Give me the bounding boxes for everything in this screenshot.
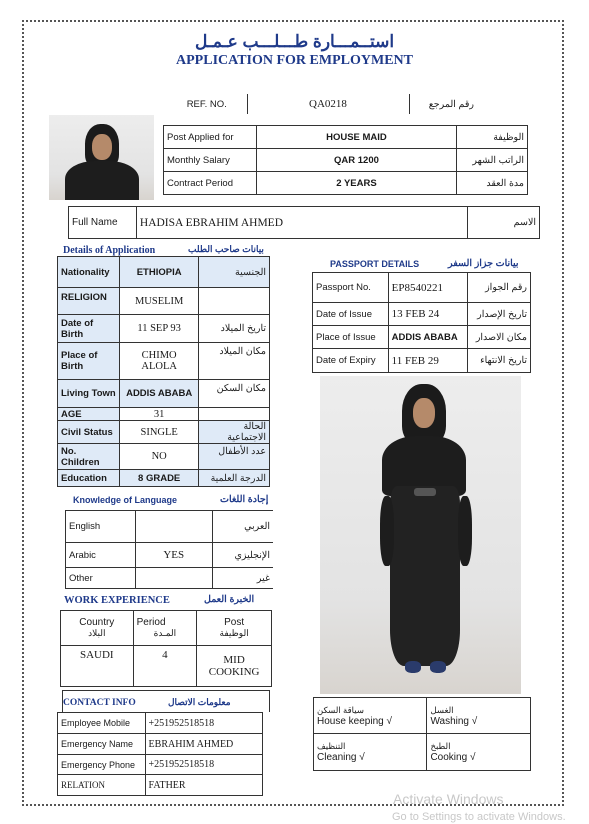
- language-label-ar: الإنجليزي: [212, 543, 273, 568]
- language-title: Knowledge of Language: [73, 495, 178, 505]
- full-name-label-ar: الاسم: [468, 207, 540, 239]
- job-label: Post Applied for: [164, 126, 257, 149]
- ref-table: [167, 94, 477, 114]
- language-value: [135, 568, 212, 589]
- skill-cell: سياقة السكن House keeping √: [314, 698, 427, 734]
- contact-label: RELATION: [58, 775, 146, 796]
- job-label: Monthly Salary: [164, 149, 257, 172]
- details-label: Living Town: [58, 380, 120, 408]
- ref-value: QA0218: [247, 94, 409, 114]
- work-header-period: Period المـدة: [133, 611, 197, 646]
- applicant-photo-small: [49, 115, 154, 200]
- details-value: SINGLE: [119, 421, 199, 444]
- title-arabic: استــمـــارة طـــلـــب عـمـل: [194, 32, 395, 51]
- passport-value: EP8540221: [388, 273, 468, 303]
- details-label: RELIGION: [58, 288, 120, 315]
- details-value: MUSELIM: [119, 288, 199, 315]
- passport-label: Date of Expiry: [313, 349, 389, 373]
- details-label-ar: مكان السكن: [199, 380, 270, 408]
- details-value: ETHIOPIA: [119, 257, 199, 288]
- details-label: Date of Birth: [58, 315, 120, 343]
- details-label: Place of Birth: [58, 343, 120, 380]
- contact-title: CONTACT INFO: [63, 698, 136, 708]
- details-value: NO: [119, 444, 199, 470]
- work-post: MID COOKING: [197, 646, 272, 687]
- details-label-ar: الجنسية: [199, 257, 270, 288]
- applicant-photo-full: [320, 376, 521, 694]
- check-mark: √: [471, 715, 478, 727]
- contact-table: [57, 712, 263, 796]
- contact-label: Employee Mobile: [58, 713, 146, 734]
- check-mark: √: [386, 715, 392, 727]
- language-label: English: [66, 511, 136, 543]
- job-value: QAR 1200: [256, 149, 456, 172]
- details-title-ar: بيانات صاحب الطلب: [188, 244, 264, 254]
- job-value: HOUSE MAID: [256, 126, 456, 149]
- work-table: [60, 610, 272, 687]
- details-label-ar: [199, 288, 270, 315]
- details-value: 31: [119, 408, 199, 421]
- details-label: Education: [58, 470, 120, 487]
- skill-cell: الطبخ Cooking √: [427, 734, 531, 771]
- passport-label: Date of Issue: [313, 303, 389, 326]
- job-label-ar: مدة العقد: [457, 172, 528, 195]
- job-label-ar: الراتب الشهر: [457, 149, 528, 172]
- details-label-ar: الدرجة العلمية: [199, 470, 270, 487]
- passport-value: ADDIS ABABA: [388, 326, 468, 349]
- details-label: Nationality: [58, 257, 120, 288]
- passport-table: [312, 272, 531, 373]
- language-title-ar: إجادة اللغات: [220, 494, 269, 505]
- work-title-ar: الخبرة العمل: [204, 594, 255, 605]
- language-value: YES: [135, 543, 212, 568]
- language-label: Arabic: [66, 543, 136, 568]
- ref-label: REF. NO.: [167, 94, 247, 114]
- full-name-label: Full Name: [69, 207, 137, 239]
- contact-value: FATHER: [145, 775, 262, 796]
- language-label-ar: العربي: [212, 511, 273, 543]
- activate-windows-hint: Go to Settings to activate Windows.: [392, 811, 566, 823]
- contact-label: Emergency Phone: [58, 755, 146, 775]
- language-label-ar: غير: [212, 568, 273, 589]
- ref-label-ar: رقم المرجع: [428, 98, 474, 110]
- language-label: Other: [66, 568, 136, 589]
- passport-label-ar: مكان الاصدار: [468, 326, 531, 349]
- passport-title: PASSPORT DETAILS: [330, 259, 420, 269]
- details-label: AGE: [58, 408, 120, 421]
- details-table: [57, 256, 270, 487]
- passport-label: Passport No.: [313, 273, 389, 303]
- contact-value: +251952518518: [145, 713, 262, 734]
- work-header-country: Country البلاد: [61, 611, 134, 646]
- contact-value: EBRAHIM AHMED: [145, 734, 262, 755]
- passport-value: 11 FEB 29: [388, 349, 468, 373]
- contact-label: Emergency Name: [58, 734, 146, 755]
- full-name-value: HADISA EBRAHIM AHMED: [136, 207, 467, 239]
- details-label-ar: الحالة الاجتماعية: [199, 421, 270, 444]
- passport-label-ar: تاريخ الإصدار: [468, 303, 531, 326]
- skills-table: [313, 697, 531, 771]
- passport-title-ar: بيانات جزاز السفر: [448, 258, 519, 269]
- details-label-ar: عدد الأطفال: [199, 444, 270, 470]
- details-label-ar: [199, 408, 270, 421]
- skill-cell: الغسل Washing √: [427, 698, 531, 734]
- job-table: [163, 125, 528, 195]
- contact-value: +251952518518: [145, 755, 262, 775]
- passport-label-ar: رقم الجواز: [468, 273, 531, 303]
- language-table: [65, 510, 273, 589]
- activate-windows-watermark: Activate Windows: [393, 791, 504, 807]
- work-title: WORK EXPERIENCE: [64, 595, 170, 606]
- work-country: SAUDI: [61, 646, 134, 687]
- details-label-ar: مكان الميلاد: [199, 343, 270, 380]
- passport-value: 13 FEB 24: [388, 303, 468, 326]
- details-label-ar: تاريخ الميلاد: [199, 315, 270, 343]
- passport-label: Place of Issue: [313, 326, 389, 349]
- details-value: ADDIS ABABA: [119, 380, 199, 408]
- job-label-ar: الوظيفة: [457, 126, 528, 149]
- details-label: No. Children: [58, 444, 120, 470]
- job-label: Contract Period: [164, 172, 257, 195]
- title-english: APPLICATION FOR EMPLOYMENT: [176, 53, 413, 68]
- passport-label-ar: تاريخ الانتهاء: [468, 349, 531, 373]
- details-value: 11 SEP 93: [119, 315, 199, 343]
- details-label: Civil Status: [58, 421, 120, 444]
- details-value: 8 GRADE: [119, 470, 199, 487]
- language-value: [135, 511, 212, 543]
- skill-cell: التنظيف Cleaning √: [314, 734, 427, 771]
- check-mark: √: [359, 752, 365, 763]
- work-header-post: Post الوظيفة: [197, 611, 272, 646]
- work-period: 4: [133, 646, 197, 687]
- details-title: Details of Application: [63, 245, 156, 256]
- full-name-table: [68, 206, 540, 239]
- details-value: CHIMO ALOLA: [119, 343, 199, 380]
- contact-title-ar: معلومات الاتصال: [168, 697, 231, 707]
- check-mark: √: [469, 752, 476, 763]
- job-value: 2 YEARS: [256, 172, 456, 195]
